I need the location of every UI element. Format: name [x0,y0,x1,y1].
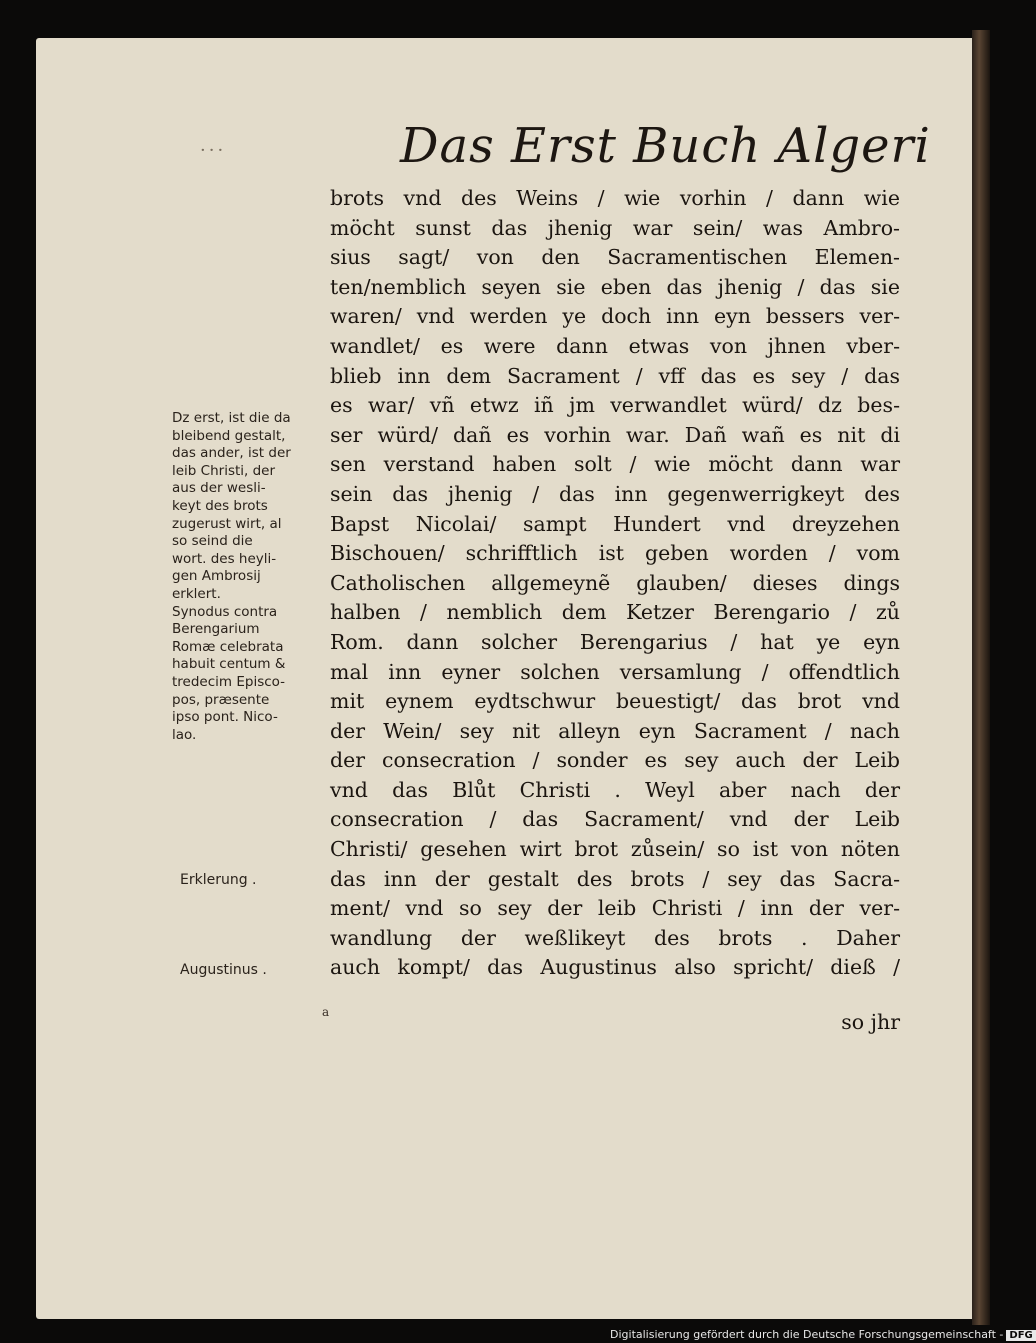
body-line: ser würd/ dañ es vorhin war. Dañ wañ es nit di [330,422,900,447]
body-line: brots vnd des Weins / wie vorhin / dann wie [330,186,900,210]
body-line: Bapst Nicolai/ sampt Hundert vnd dreyzehen [330,511,900,536]
margin-note-augustinus: Augustinus . [180,962,267,978]
body-line: mit eynem eydtschwur beuestigt/ das brot vnd [330,689,900,714]
margin-note-line: Romæ celebrata [172,638,284,655]
margin-note-line: so seind die [172,533,253,550]
margin-note-line: keyt des brots [172,497,268,514]
body-line: Rom. dann solcher Berengarius / hat ye eyn [330,629,900,654]
margin-note-line: pos, præsente [172,691,270,708]
margin-note-line: habuit centum & [172,656,286,673]
footer-text: Digitalisierung gefördert durch die Deutsche Forschungsgemeinschaft - [610,1328,1004,1341]
margin-note-synodus [172,410,332,744]
body-line: sius sagt/ von den Sacramentischen Elemen- [330,245,900,270]
catchword: so jhr [841,1010,900,1034]
body-text [330,184,900,983]
margin-note-line: Synodus contra [172,603,278,620]
body-line: mal inn eyner solchen versamlung / offendtlich [330,659,900,684]
body-line: halben / nemblich dem Ketzer Berengario / zů [330,600,900,625]
margin-note-line: Berengarium [172,621,260,638]
body-line: das inn der gestalt des brots / sey das Sacra- [330,866,900,891]
body-line: Catholischen allgemeynẽ glauben/ dieses dings [330,570,900,595]
margin-note-erklerung: Erklerung . [180,872,257,888]
body-line: ment/ vnd so sey der leib Christi / inn der ver- [330,896,900,921]
body-line: der consecration / sonder es sey auch der Leib [330,748,900,773]
margin-note-line: Dz erst, ist die da [172,410,291,426]
margin-note-line: leib Christi, der [172,462,276,479]
body-line: möcht sunst das jhenig war sein/ was Ambro- [330,215,900,240]
margin-note-line: bleibend gestalt, [172,427,286,444]
body-line: sen verstand haben solt / wie möcht dann war [330,452,900,477]
body-line: wandlet/ es were dann etwas von jhnen vber- [330,333,900,358]
book-binding-edge [972,30,990,1325]
margin-note-line: das ander, ist der [172,445,291,462]
body-line: sein das jhenig / das inn gegenwerrigkeyt des [330,481,900,506]
body-line: auch kompt/ das Augustinus also spricht/ dieß / [330,955,900,980]
body-line: blieb inn dem Sacrament / vff das es sey / das [330,363,900,388]
folio-mark: ··· [200,140,227,161]
body-line: wandlung der weßlikeyt des brots . Daher [330,925,900,950]
signature-mark: a [322,1005,330,1019]
body-line: Bischouen/ schrifftlich ist geben worden / vom [330,541,900,566]
digitization-footer [610,1328,1033,1342]
margin-note-line: ipso pont. Nico- [172,709,278,726]
margin-note-line: tredecim Episco- [172,673,286,690]
margin-note-line: gen Ambrosij [172,568,261,585]
dfg-logo-icon[interactable]: DFG [1006,1330,1035,1341]
body-line: consecration / das Sacrament/ vnd der Leib [330,807,900,832]
body-line: waren/ vnd werden ye doch inn eyn bessers ver- [330,304,900,329]
body-line: ten/nemblich seyen sie eben das jhenig / das sie [330,274,900,299]
running-head: Das Erst Buch Algeri [400,118,931,174]
body-line: es war/ vñ etwz iñ jm verwandlet würd/ dz bes- [330,393,900,418]
margin-note-line: aus der wesli- [172,480,266,497]
margin-note-line: zugerust wirt, al [172,515,282,532]
body-line: vnd das Blůt Christi . Weyl aber nach der [330,777,900,802]
body-line: Christi/ gesehen wirt brot zůsein/ so ist von nöten [330,837,900,862]
margin-note-line: wort. des heyli- [172,550,277,567]
margin-note-line: lao. [172,726,197,743]
body-line: der Wein/ sey nit alleyn eyn Sacrament / nach [330,718,900,743]
margin-note-line: erklert. [172,585,221,602]
